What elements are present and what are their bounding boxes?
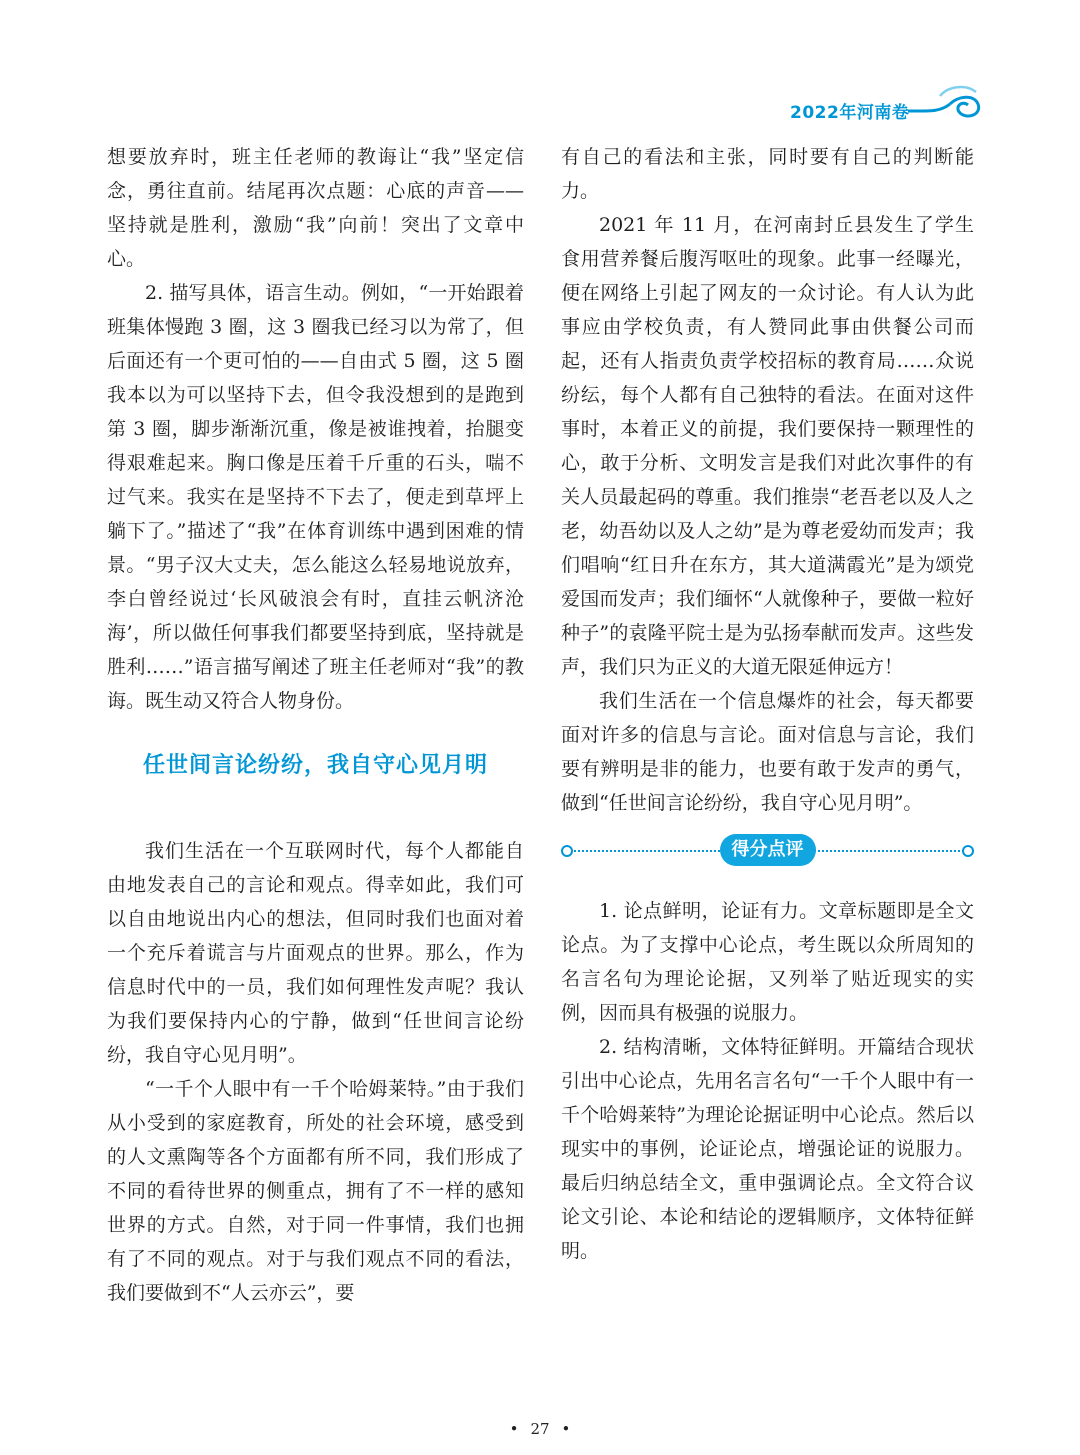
bullet-right: • [561, 1420, 571, 1438]
comment-label: 得分点评 [720, 834, 816, 866]
left-paragraph-1: 想要放弃时，班主任老师的教诲让“我”坚定信念，勇往直前。结尾再次点题：心底的声音——坚持就是胜利，激励“我”向前！突出了文章中心。 [107, 146, 524, 270]
bullet-left: • [509, 1420, 519, 1438]
essay-title: 任世间言论纷纷，我自守心见月明 [142, 753, 488, 778]
essay-paragraph-1: 我们生活在一个互联网时代，每个人都能自由地发表自己的言论和观点。得幸如此，我们可以自由地说出内心的想法，但同时我们也面对着一个充斥着谎言与片面观点的世界。那么，作为信息时代中的一员，我们如何理性发声呢？我认为我们要保持内心的宁静，做到“任世间言论纷纷，我自守心见月明”。 [107, 840, 524, 1066]
divider-dot-right [962, 845, 974, 857]
comment-1: 1. 论点鲜明，论证有力。文章标题即是全文论点。为了支撑中心论点，考生既以众所周知的名言名句为理论论据，又列举了贴近现实的实例，因而具有极强的说服力。 [561, 900, 974, 1024]
right-paragraph-3: 我们生活在一个信息爆炸的社会，每天都要面对许多的信息与言论。面对信息与言论，我们要有辨明是非的能力，也要有敢于发声的勇气，做到“任世间言论纷纷，我自守心见月明”。 [561, 690, 974, 814]
comment-2: 2. 结构清晰，文体特征鲜明。开篇结合现状引出中心论点，先用名言名句“一千个人眼中有一千个哈姆莱特”为理论论据证明中心论点。然后以现实中的事例，论证论点，增强论证的说服力。最后归纳总结全文，重申强调论点。全文符合议论文引论、本论和结论的逻辑顺序，文体特征鲜明。 [561, 1036, 974, 1262]
left-column [107, 140, 524, 1310]
right-column [561, 140, 974, 1268]
right-paragraph-2: 2021 年 11 月，在河南封丘县发生了学生食用营养餐后腹泻呕吐的现象。此事一经曝光，便在网络上引起了网友的一众讨论。有人认为此事应由学校负责，有人赞同此事由供餐公司而起，还有人指责负责学校招标的教育局……众说纷纭，每个人都有自己独特的看法。在面对这件事时，本着正义的前提，我们要保持一颗理性的心，敢于分析、文明发言是我们对此次事件的有关人员最起码的尊重。我们推崇“老吾老以及人之老，幼吾幼以及人之幼”是为尊老爱幼而发声；我们唱响“红日升在东方，其大道满霞光”是为颂党爱国而发声；我们缅怀“人就像种子，要做一粒好种子”的袁隆平院士是为弘扬奉献而发声。这些发声，我们只为正义的大道无限延伸远方！ [561, 214, 974, 678]
essay-paragraph-2: “一千个人眼中有一千个哈姆莱特。”由于我们从小受到的家庭教育，所处的社会环境，感受到的人文熏陶等各个方面都有所不同，我们形成了不同的看待世界的侧重点，拥有了不一样的感知世界的方式。自然，对于同一件事情，我们也拥有了不同的观点。对于与我们观点不同的看法，我们要做到不“人云亦云”，要 [107, 1078, 524, 1304]
left-paragraph-2: 2. 描写具体，语言生动。例如，“一开始跟着班集体慢跑 3 圈，这 3 圈我已经习以为常了，但后面还有一个更可怕的——自由式 5 圈，这 5 圈我本以为可以坚持下去，但令我没想到的是跑到第 3 圈，脚步渐渐沉重，像是被谁拽着，抬腿变得艰难起来。胸口像是压着千斤重的石头，喘不过气来。我实在是坚持不下去了，便走到草坪上躺下了。”描述了“我”在体育训练中遇到困难的情景。“男子汉大丈夫，怎么能这么轻易地说放弃，李白曾经说过‘长风破浪会有时，直挂云帆济沧海’，所以做任何事我们都要坚持到底，坚持就是胜利……”语言描写阐述了班主任老师对“我”的教诲。既生动又符合人物身份。 [107, 282, 524, 712]
page-number-text: 27 [530, 1420, 550, 1438]
divider-dot-left [561, 845, 573, 857]
comment-section-divider [561, 832, 974, 870]
right-paragraph-1: 有自己的看法和主张，同时要有自己的判断能力。 [561, 146, 974, 202]
header-title: 2022年河南卷 [790, 103, 910, 123]
page-number [0, 1420, 1080, 1438]
